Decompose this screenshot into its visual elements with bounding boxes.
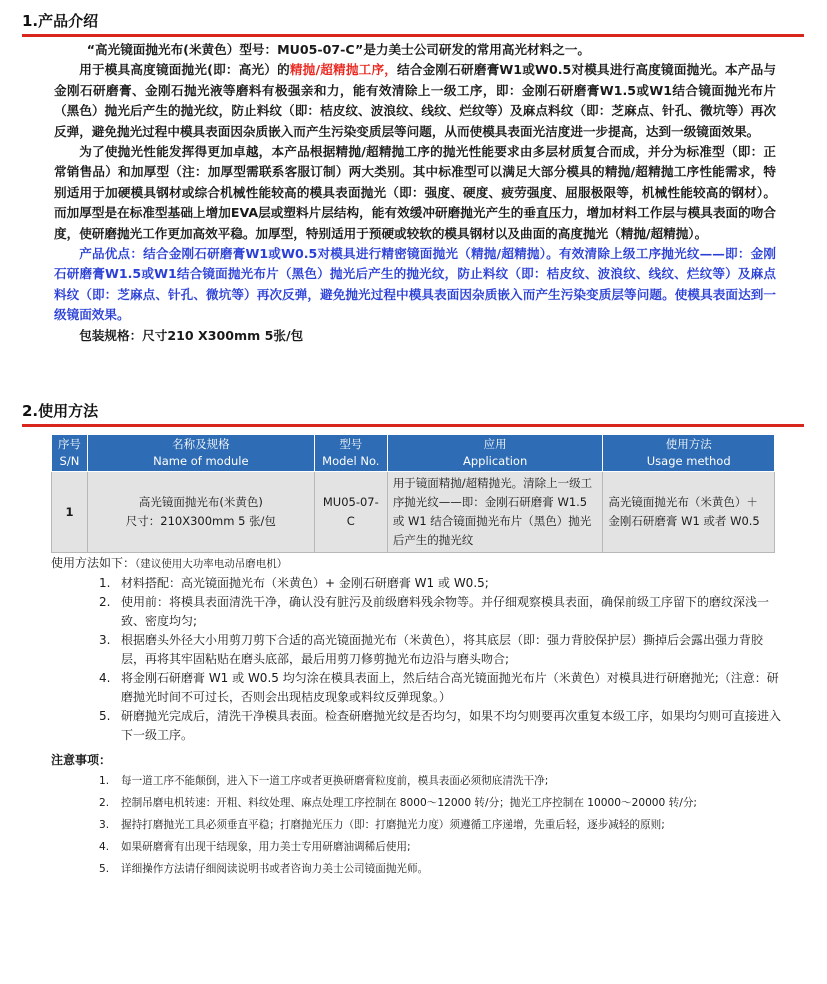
intro-paragraph-advantages: 产品优点：结合金刚石研磨膏W1或W0.5对模具进行精密镜面抛光（精抛/超精抛）。有效清除上级工序抛光纹——即：金刚石研磨膏W1.5或W1结合镜面抛光布片（黑色）抛光后产生的抛光纹，防止料纹（即：桔皮纹、波浪纹、线纹、烂纹等）及麻点料纹（即：芝麻点、针孔、微坑等）再次反弹，避免抛光过程中模具表面因杂质嵌入而产生污染变质层等问题。使模具表面达到一级镜面效果。: [54, 246, 776, 323]
intro-paragraph-2: [54, 60, 776, 142]
usage-steps: [51, 574, 781, 745]
list-item: 1. 材料搭配：高光镜面抛光布（米黄色）+ 金刚石研磨膏 W1 或 W0.5;: [99, 576, 489, 590]
cell-application: 用于镜面精抛/超精抛光。清除上一级工序抛光纹——即：金刚石研磨膏 W1.5 或 W1 结合镜面抛光布片（黑色）抛光后产生的抛光纹: [387, 472, 603, 553]
table-header-row: [52, 435, 775, 472]
intro-p2-text-a: 用于模具高度镜面抛光(即：高光）的: [79, 62, 290, 78]
list-item: 4. 将金刚石研磨膏 W1 或 W0.5 均匀涂在模具表面上，然后结合高光镜面抛光布片（米黄色）对模具进行研磨抛光;（注意：研磨抛光时间不可过长，否则会出现桔皮现象或料纹反弹现象。）: [99, 671, 779, 704]
section-usage: [22, 400, 804, 427]
notes-heading: 注意事项：: [51, 753, 112, 767]
product-intro-text: [54, 40, 776, 346]
spec-table: [51, 434, 775, 553]
list-item: 3. 根据磨头外径大小用剪刀剪下合适的高光镜面抛光布（米黄色），将其底层（即：强力背胶保护层）撕掉后会露出强力背胶层，再将其牢固粘贴在磨头底部，最后用剪刀修剪抛光布边沿与磨头吻合;: [99, 633, 764, 666]
table-row: [52, 472, 775, 553]
usage-instructions: [51, 554, 781, 880]
cell-usage: 高光镜面抛光布（米黄色）＋金刚石研磨膏 W1 或者 W0.5: [603, 472, 775, 553]
list-item: 4. 如果研磨膏有出现干结现象，用力美士专用研磨油调稀后使用;: [99, 841, 411, 853]
list-item: 2. 控制吊磨电机转速：开粗、料纹处理、麻点处理工序控制在 8000～12000 转/分；抛光工序控制在 10000～20000 转/分;: [99, 797, 697, 809]
intro-paragraph-1: “高光镜面抛光布(米黄色）型号：MU05-07-C”是力美士公司研发的常用高光材料之一。: [86, 42, 591, 57]
header-sn: 序号 S/N: [52, 435, 88, 472]
section-title: 2.使用方法: [22, 402, 99, 420]
list-item: 5. 研磨抛光完成后，清洗干净模具表面。检查研磨抛光纹是否均匀，如果不均匀则要再次重复本级工序，如果均匀则可直接进入下一级工序。: [99, 709, 782, 742]
cell-sn: 1: [52, 472, 88, 553]
section-divider: [22, 34, 804, 37]
list-item: 2. 使用前：将模具表面清洗干净，确认没有脏污及前级磨料残余物等。并仔细观察模具表面，确保前级工序留下的磨纹深浅一致、密度均匀;: [99, 595, 770, 628]
list-item: 1. 每一道工序不能颠倒，进入下一道工序或者更换研磨膏粒度前，模具表面必须彻底清洗干净;: [99, 775, 549, 787]
intro-paragraph-3: 为了使抛光性能发挥得更加卓越，本产品根据精抛/超精抛工序的抛光性能要求由多层材质复合而成，并分为标准型（即：正常销售品）和加厚型（注：加厚型需联系客服订制）两大类别。其中标准型可以满足大部分模具的精抛/超精抛工序性能需求，特别适用于加硬模具钢材或综合机械性能较高的模具表面抛光（即：强度、硬度、疲劳强度、屈服极限等，机械性能较高的钢材）。而加厚型是在标准型基础上增加EVA层或塑料片层结构，能有效缓冲研磨抛光产生的垂直压力，增加材料工作层与模具表面的吻合度，使研磨抛光工作更加高效平稳。加厚型，特别适用于预硬或较软的模具钢材以及曲面的高度抛光（精抛/超精抛）。: [54, 144, 776, 241]
intro-paragraph-packaging: 包装规格：尺寸210 X300mm 5张/包: [79, 327, 304, 343]
usage-heading: 使用方法如下：（建议使用大功率电动吊磨电机）: [51, 556, 288, 570]
section-divider: [22, 424, 804, 427]
notes-list: [51, 770, 781, 880]
section-title: 1.产品介绍: [22, 12, 99, 30]
header-usage: 使用方法 Usage method: [603, 435, 775, 472]
intro-p2-text-b: 结合金刚石研磨膏W1或W0.5对模具进行高度镜面抛光。本产品与金刚石研磨膏、金刚石抛光液等磨料有极强亲和力，能有效清除上一级工序，即：金刚石研磨膏W1.5或W1结合镜面抛光布片（黑色）抛光后产生的抛光纹，防止料纹（即：桔皮纹、波浪纹、线纹、烂纹等）及麻点料纹（即：芝麻点、针孔、微坑等）再次反弹，避免抛光过程中模具表面因杂质嵌入而产生污染变质层等问题，从而使模具表面光洁度进一步提高，达到一级镜面效果。: [54, 62, 776, 139]
cell-name: 高光镜面抛光布(米黄色) 尺寸：210X300mm 5 张/包: [87, 472, 314, 553]
list-item: 5. 详细操作方法请仔细阅读说明书或者咨询力美士公司镜面抛光师。: [99, 863, 429, 875]
list-item: 3. 握持打磨抛光工具必须垂直平稳；打磨抛光压力（即：打磨抛光力度）须遵循工序递增，先重后轻，逐步减轻的原则;: [99, 819, 665, 831]
header-model: 型号 Model No.: [314, 435, 387, 472]
header-application: 应用 Application: [387, 435, 603, 472]
usage-heading-note: （建议使用大功率电动吊磨电机）: [135, 558, 288, 570]
intro-p2-highlight: 精抛/超精抛工序，: [289, 62, 398, 78]
header-name: 名称及规格 Name of module: [87, 435, 314, 472]
section-product-intro: [22, 10, 804, 37]
cell-model: MU05-07-C: [314, 472, 387, 553]
